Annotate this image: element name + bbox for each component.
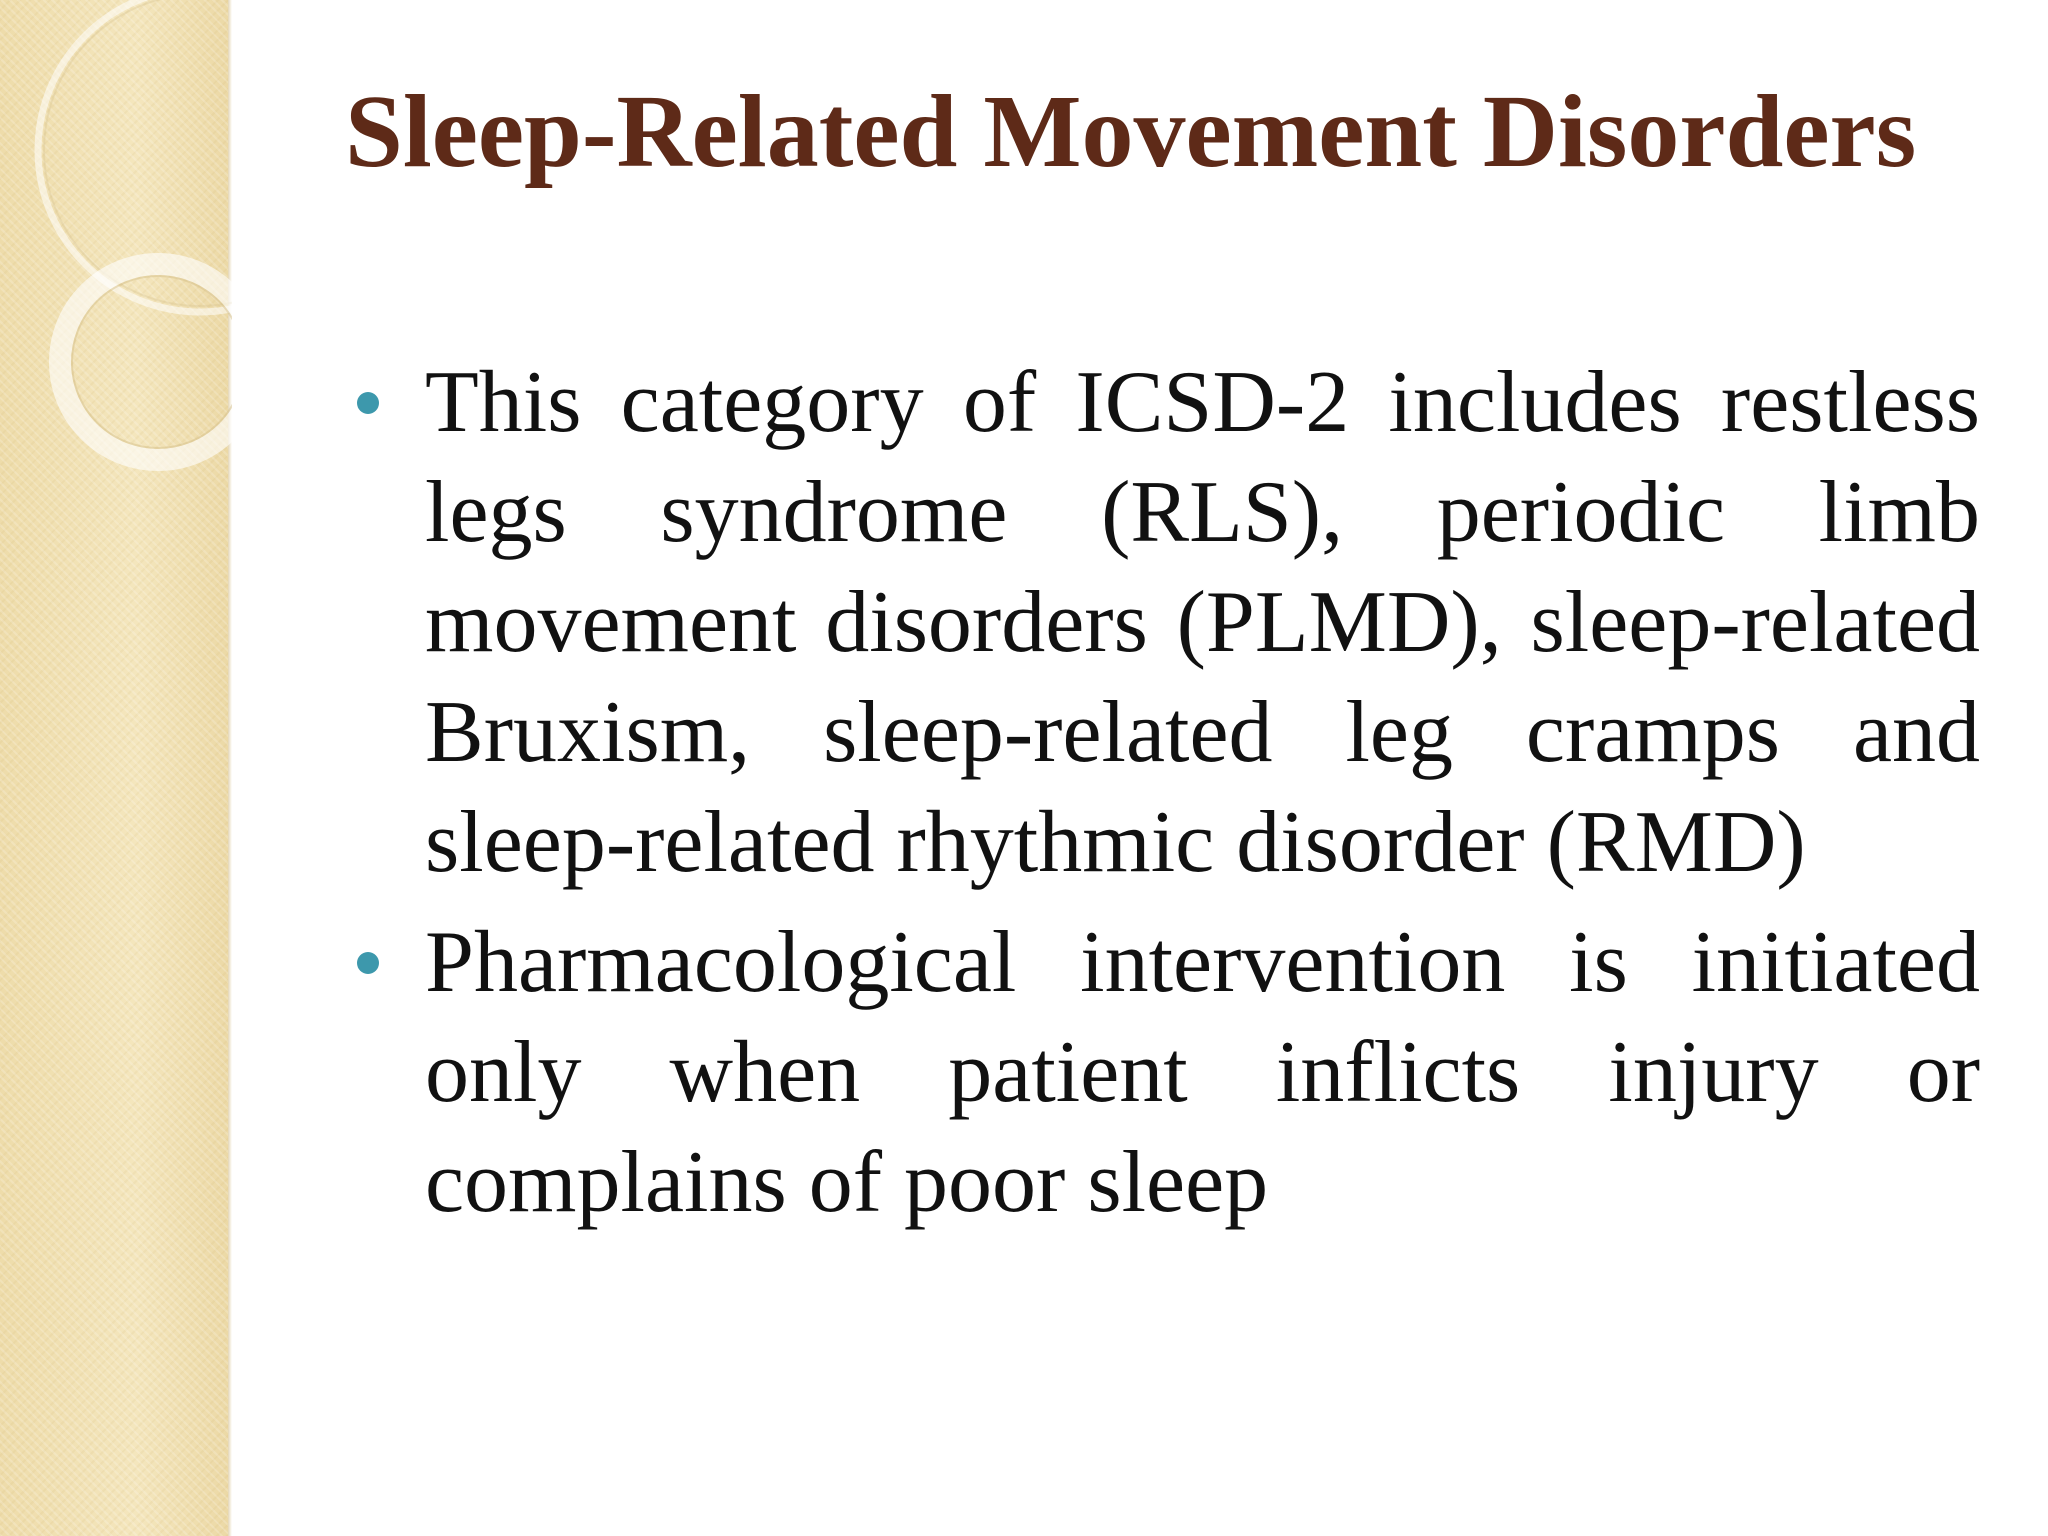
bullet-item xyxy=(345,908,1980,1238)
slide-title: Sleep-Related Movement Disorders xyxy=(345,74,1917,189)
bullet-dot-icon xyxy=(357,952,379,974)
bullet-text: Pharmacological intervention is initiated only when patient inflicts injury or complains of poor sleep xyxy=(425,914,1980,1231)
bullet-text: This category of ICSD-2 includes restless legs syndrome (RLS), periodic limb movement disorders (PLMD), sleep-related Bruxism, sleep-related leg cramps and sleep-related rhythmic disorder (RMD) xyxy=(425,354,1980,891)
bullet-dot-icon xyxy=(357,392,379,414)
bullet-list xyxy=(345,348,1980,1248)
small-ring xyxy=(60,264,232,460)
decorative-rings xyxy=(0,0,232,520)
bullet-item xyxy=(345,348,1980,898)
